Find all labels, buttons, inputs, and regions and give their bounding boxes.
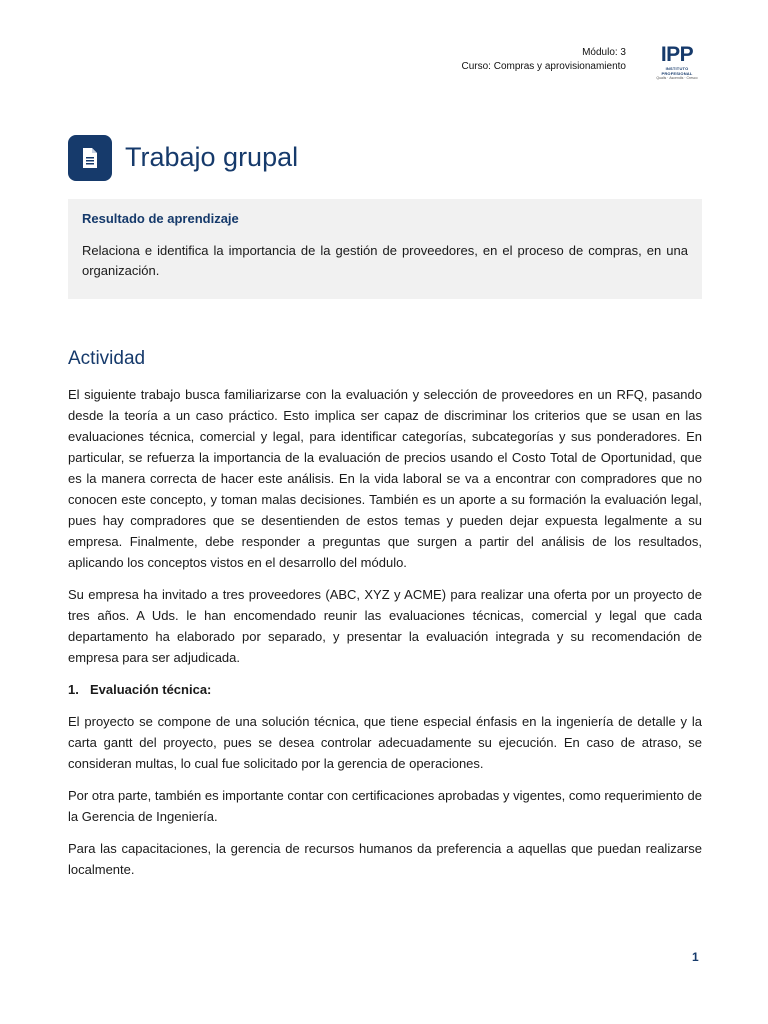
module-label: Módulo: 3 (582, 47, 626, 58)
list-heading-text: Evaluación técnica: (90, 682, 212, 697)
logo-subtitle: INSTITUTO PROFESIONAL (661, 66, 693, 76)
technical-evaluation-heading (68, 679, 702, 700)
learning-outcome-text: Relaciona e identifica la importancia de la gestión de proveedores, en el proceso de compras, en una organización. (82, 243, 688, 278)
logo-tagline: Qualis · Ascendis · Cresco (656, 76, 698, 80)
page-title: Trabajo grupal (125, 142, 299, 173)
activity-paragraph: Su empresa ha invitado a tres proveedores (ABC, XYZ y ACME) para realizar una oferta por un proyecto de tres años. A Uds. le han encomendado reunir las evaluaciones técnicas, comercial y legal que cada departamento ha elaborado por separado, y presentar la evaluación integrada y su recomendación de empresa para ser adjudicada. (68, 587, 702, 665)
page-number: 1 (692, 950, 699, 964)
section-paragraph: Por otra parte, también es importante contar con certificaciones aprobadas y vigentes, como requerimiento de la Gerencia de Ingeniería. (68, 788, 702, 824)
list-number: 1. (68, 682, 79, 697)
document-header (461, 46, 626, 74)
section-paragraph: Para las capacitaciones, la gerencia de recursos humanos da preferencia a aquellas que puedan realizarse localmente. (68, 841, 702, 877)
ipp-logo (652, 44, 702, 84)
document-icon (68, 135, 112, 181)
course-label: Curso: Compras y aprovisionamiento (461, 61, 626, 72)
learning-outcome-box (68, 199, 702, 299)
learning-outcome-title: Resultado de aprendizaje (82, 211, 239, 226)
page-title-block (68, 124, 298, 191)
logo-text: IPP (660, 43, 694, 66)
activity-paragraph: El siguiente trabajo busca familiarizarse con la evaluación y selección de proveedores en un RFQ, pasando desde la teoría a un caso práctico. Esto implica ser capaz de discriminar los criterios que se usan en las evaluaciones técnica, comercial y legal, para identificar categorías, subcategorías y sus ponderadores. En particular, se refuerza la importancia de la evaluación de precios usando el Costo Total de Oportunidad, que es la manera correcta de hacer este análisis. En la vida laboral se va a encontrar con compradores que no conocen este concepto, y toman malas decisiones. También es un aporte a su formación la evaluación legal, pues hay compradores que se desentienden de estos temas y pueden dejar expuesta legalmente a su empresa. Finalmente, debe responder a preguntas que surgen a partir del análisis de los resultados, aplicando los conceptos vistos en el desarrollo del módulo. (68, 387, 702, 570)
activity-content (68, 384, 702, 891)
section-paragraph: El proyecto se compone de una solución técnica, que tiene especial énfasis en la ingeniería de detalle y la carta gantt del proyecto, pues se desea controlar adecuadamente su ejecución. En caso de atraso, se consideran multas, lo cual fue solicitado por la gerencia de operaciones. (68, 714, 702, 771)
activity-title: Actividad (68, 348, 146, 369)
